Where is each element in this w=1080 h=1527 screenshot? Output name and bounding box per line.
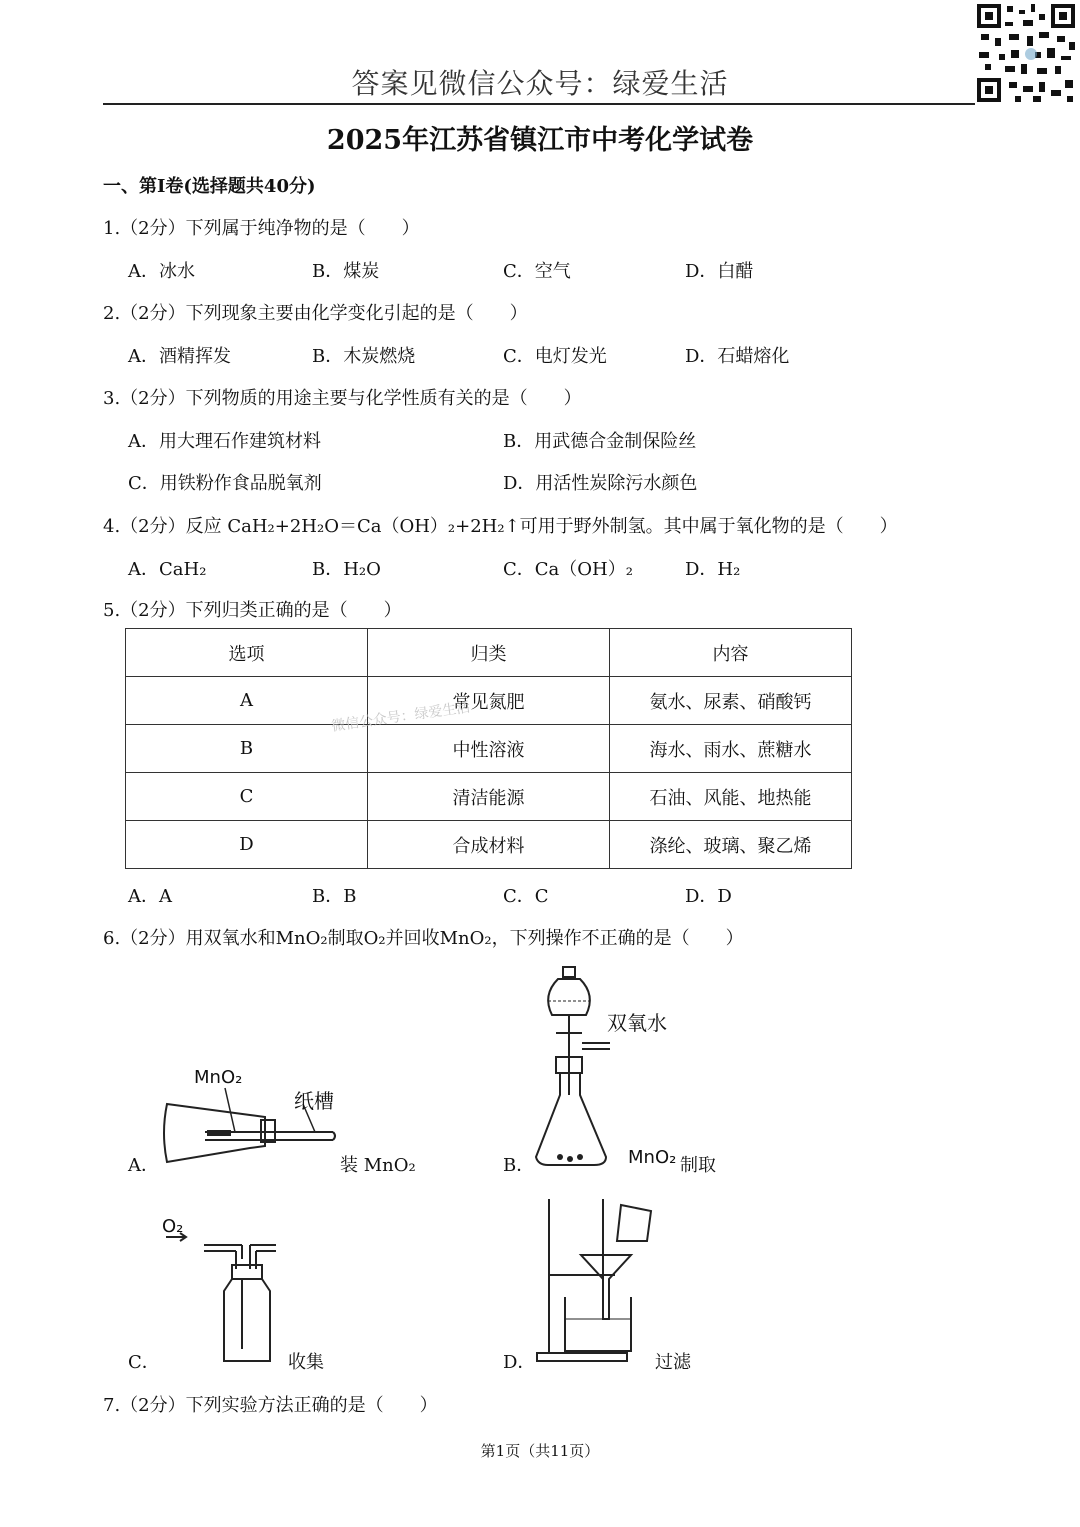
- classification-table: [125, 628, 852, 869]
- table-row: [126, 725, 852, 773]
- page-footer: 第1页（共11页）: [480, 1442, 600, 1460]
- question-6-option-d[interactable]: D．: [503, 1352, 536, 1373]
- question-2-option-d[interactable]: D．石蜡熔化: [685, 346, 790, 367]
- question-6-option-b[interactable]: B．: [503, 1155, 535, 1176]
- table-cell: 石油、风能、地热能: [610, 773, 852, 821]
- question-1-option-a[interactable]: A．冰水: [128, 261, 195, 282]
- table-cell: B: [126, 725, 368, 773]
- question-5-option-d[interactable]: D．D: [685, 886, 732, 907]
- question-6-option-a[interactable]: A．: [128, 1155, 159, 1176]
- question-4-option-c[interactable]: C．Ca（OH）₂: [503, 559, 633, 580]
- caption-d: 过滤: [655, 1352, 691, 1373]
- table-cell: 海水、雨水、蔗糖水: [610, 725, 852, 773]
- question-1-option-c[interactable]: C．空气: [503, 261, 571, 282]
- question-5-stem: 5.（2分）下列归类正确的是（ ）: [103, 600, 402, 621]
- question-5-option-a[interactable]: A．A: [128, 886, 172, 907]
- question-1-stem: 1.（2分）下列属于纯净物的是（ ）: [103, 218, 420, 239]
- question-4-option-a[interactable]: A．CaH₂: [128, 559, 207, 580]
- question-2-option-b[interactable]: B．木炭燃烧: [312, 346, 416, 367]
- header-banner: 答案见微信公众号：绿爱生活: [351, 67, 729, 100]
- question-1-option-d[interactable]: D．白醋: [685, 261, 754, 282]
- oxygen-generator-figure: [530, 965, 640, 1170]
- question-3-option-c[interactable]: C．用铁粉作食品脱氧剂: [128, 473, 322, 494]
- table-header-cell: 内容: [610, 629, 852, 677]
- table-cell: D: [126, 821, 368, 869]
- table-cell: 合成材料: [368, 821, 610, 869]
- question-3-option-d[interactable]: D．用活性炭除污水颜色: [503, 473, 698, 494]
- label-mno2-flask: MnO₂: [628, 1147, 677, 1168]
- table-header-row: [126, 629, 852, 677]
- question-4-stem: 4.（2分）反应 CaH₂+2H₂O＝Ca（OH）₂+2H₂↑可用于野外制氢。其中属于氧化物的是（ ）: [103, 516, 898, 537]
- table-cell: C: [126, 773, 368, 821]
- page-title: 2025年江苏省镇江市中考化学试卷: [326, 125, 754, 156]
- table-row: [126, 821, 852, 869]
- question-6-option-c[interactable]: C．: [128, 1352, 160, 1373]
- table-cell: 中性溶液: [368, 725, 610, 773]
- table-cell: A: [126, 677, 368, 725]
- section-heading: 一、第Ⅰ卷(选择题共40分): [103, 176, 316, 197]
- gas-collection-bottle-figure: [158, 1225, 278, 1365]
- label-o2: O₂: [162, 1216, 184, 1237]
- table-cell: 涤纶、玻璃、聚乙烯: [610, 821, 852, 869]
- question-6-stem: 6.（2分）用双氧水和MnO₂制取O₂并回收MnO₂，下列操作不正确的是（ ）: [103, 928, 744, 949]
- table-cell: 氨水、尿素、硝酸钙: [610, 677, 852, 725]
- filtration-figure: [535, 1195, 660, 1365]
- question-7-stem: 7.（2分）下列实验方法正确的是（ ）: [103, 1395, 438, 1416]
- caption-c: 收集: [288, 1352, 324, 1373]
- table-cell: 常见氮肥: [368, 677, 610, 725]
- table-row: [126, 773, 852, 821]
- caption-b: 制取: [680, 1155, 716, 1176]
- label-hydrogen-peroxide: 双氧水: [607, 1011, 667, 1035]
- question-3-option-a[interactable]: A．用大理石作建筑材料: [128, 431, 321, 452]
- test-tube-trough-figure: [155, 1060, 355, 1180]
- caption-a: 装 MnO₂: [340, 1155, 416, 1176]
- header-divider: [103, 103, 975, 105]
- table-header-cell: 归类: [368, 629, 610, 677]
- table-header-cell: 选项: [126, 629, 368, 677]
- watermark: 微信公众号：绿爱生活: [330, 699, 472, 735]
- question-4-option-b[interactable]: B．H₂O: [312, 559, 381, 580]
- question-2-option-a[interactable]: A．酒精挥发: [128, 346, 231, 367]
- question-4-option-d[interactable]: D．H₂: [685, 559, 741, 580]
- question-2-stem: 2.（2分）下列现象主要由化学变化引起的是（ ）: [103, 303, 528, 324]
- question-2-option-c[interactable]: C．电灯发光: [503, 346, 607, 367]
- question-1-option-b[interactable]: B．煤炭: [312, 261, 380, 282]
- label-mno2: MnO₂: [194, 1067, 243, 1088]
- question-5-option-c[interactable]: C．C: [503, 886, 549, 907]
- label-paper-trough: 纸槽: [294, 1089, 334, 1113]
- table-row: [126, 677, 852, 725]
- table-cell: 清洁能源: [368, 773, 610, 821]
- question-5-option-b[interactable]: B．B: [312, 886, 357, 907]
- question-3-option-b[interactable]: B．用武德合金制保险丝: [503, 431, 697, 452]
- question-3-stem: 3.（2分）下列物质的用途主要与化学性质有关的是（ ）: [103, 388, 582, 409]
